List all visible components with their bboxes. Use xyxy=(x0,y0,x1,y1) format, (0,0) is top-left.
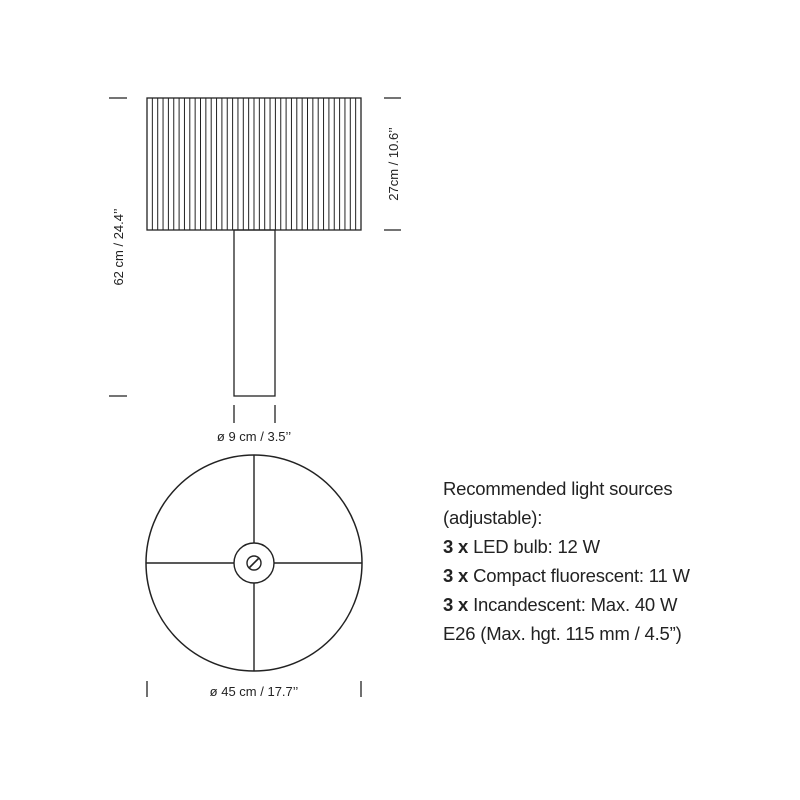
light-source-text: Compact fluorescent: 11 W xyxy=(468,565,690,586)
light-sources-heading: Recommended light sources xyxy=(443,478,673,499)
light-source-led xyxy=(443,532,783,561)
light-sources-spec xyxy=(443,474,783,648)
quantity-label: 3 x xyxy=(443,536,469,557)
quantity-label: 3 x xyxy=(443,565,469,586)
socket-note: E26 (Max. hgt. 115 mm / 4.5”) xyxy=(443,623,682,644)
quantity-label: 3 x xyxy=(443,594,469,615)
light-source-incandescent xyxy=(443,590,783,619)
lamp-stem xyxy=(234,230,275,396)
side-view xyxy=(147,98,361,396)
base-diameter-dimension xyxy=(234,405,275,423)
light-source-cfl xyxy=(443,561,783,590)
top-view xyxy=(146,455,362,671)
total-height-label: 62 cm / 24.4’’ xyxy=(111,208,126,286)
shade-pleats xyxy=(152,98,355,230)
light-source-text: Incandescent: Max. 40 W xyxy=(468,594,678,615)
light-sources-subheading: (adjustable): xyxy=(443,507,543,528)
shade-diameter-label: ø 45 cm / 17.7’’ xyxy=(209,684,299,699)
light-source-text: LED bulb: 12 W xyxy=(468,536,600,557)
base-diameter-label: ø 9 cm / 3.5’’ xyxy=(216,429,292,444)
shade-height-label: 27cm / 10.6’’ xyxy=(386,127,401,201)
